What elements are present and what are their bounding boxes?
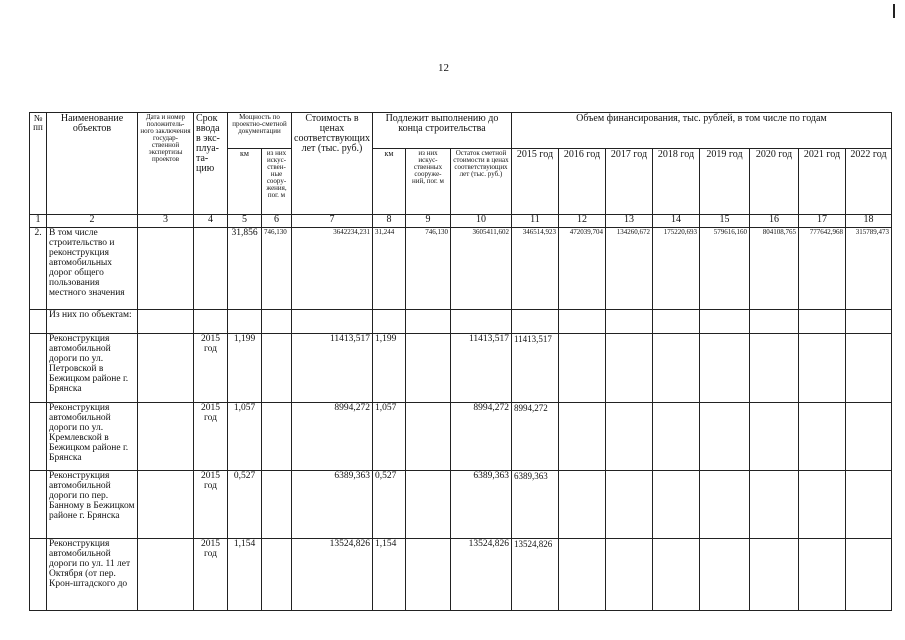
index-cell: 8 <box>372 215 405 228</box>
index-cell: 3 <box>138 215 194 228</box>
summary-year-value: 804108,765 <box>749 228 798 310</box>
index-cell: 15 <box>699 215 749 228</box>
empty-cell <box>749 471 798 539</box>
empty-cell <box>30 471 47 539</box>
header-row-1 <box>30 113 892 149</box>
empty-cell <box>798 310 845 334</box>
empty-cell <box>605 403 652 471</box>
summary-name: В том числе строительство и реконструкция автомобильных дорог общего пользования местного значения <box>47 228 138 310</box>
empty-cell <box>262 471 292 539</box>
header-term: Срок ввода в экс-плуа-та-цию <box>194 113 228 215</box>
object-rem-km: 1,199 <box>372 334 405 403</box>
object-rem-km: 0,527 <box>372 471 405 539</box>
object-rem-cost: 13524,826 <box>450 539 511 611</box>
header-year: 2019 год <box>699 149 749 215</box>
object-rem-km: 1,154 <box>372 539 405 611</box>
header-rem-km: км <box>372 149 405 215</box>
index-cell: 7 <box>292 215 373 228</box>
empty-cell <box>405 334 450 403</box>
empty-cell <box>138 403 194 471</box>
empty-cell <box>798 403 845 471</box>
object-term: 2015 год <box>194 539 228 611</box>
object-term: 2015 год <box>194 471 228 539</box>
header-year: 2022 год <box>845 149 891 215</box>
header-rem-art: из них искус-ственных сооруже-ний, пог. м <box>405 149 450 215</box>
empty-cell <box>558 334 605 403</box>
header-year: 2018 год <box>652 149 699 215</box>
header-cost: Стоимость в ценах соответствующих лет (тыс. руб.) <box>292 113 373 215</box>
object-km: 1,154 <box>228 539 262 611</box>
empty-cell <box>262 310 292 334</box>
scan-edge-mark <box>893 4 895 18</box>
object-rem-cost: 8994,272 <box>450 403 511 471</box>
empty-cell <box>605 539 652 611</box>
table-row <box>30 471 892 539</box>
summary-year-value: 777642,968 <box>798 228 845 310</box>
empty-cell <box>699 334 749 403</box>
page-number: 12 <box>438 62 449 74</box>
empty-cell <box>845 334 891 403</box>
header-rem-cost: Остаток сметной стоимости в ценах соответствующих лет (тыс. руб.) <box>450 149 511 215</box>
object-cost: 11413,517 <box>292 334 373 403</box>
empty-cell <box>845 539 891 611</box>
empty-cell <box>699 539 749 611</box>
subheader-text: Из них по объектам: <box>47 310 138 334</box>
empty-cell <box>450 310 511 334</box>
index-cell: 17 <box>798 215 845 228</box>
index-cell: 13 <box>605 215 652 228</box>
index-cell: 10 <box>450 215 511 228</box>
empty-cell <box>292 310 373 334</box>
object-name: Реконструкция автомобильной дороги по пер. Банному в Бежицком районе г. Брянска <box>47 471 138 539</box>
empty-cell <box>262 539 292 611</box>
header-year: 2015 год <box>511 149 558 215</box>
empty-cell <box>194 310 228 334</box>
empty-cell <box>605 471 652 539</box>
empty-cell <box>30 334 47 403</box>
table-row <box>30 539 892 611</box>
object-term: 2015 год <box>194 403 228 471</box>
index-row <box>30 215 892 228</box>
empty-cell <box>798 539 845 611</box>
index-cell: 5 <box>228 215 262 228</box>
header-year: 2016 год <box>558 149 605 215</box>
object-name: Реконструкция автомобильной дороги по ул. 11 лет Октября (от пер. Крон-штадского до <box>47 539 138 611</box>
empty-cell <box>138 334 194 403</box>
summary-no: 2. <box>30 228 47 310</box>
index-cell: 6 <box>262 215 292 228</box>
summary-year-value: 175220,693 <box>652 228 699 310</box>
empty-cell <box>652 539 699 611</box>
empty-cell <box>749 334 798 403</box>
empty-cell <box>405 403 450 471</box>
index-cell: 18 <box>845 215 891 228</box>
empty-cell <box>845 471 891 539</box>
summary-row <box>30 228 892 310</box>
index-cell: 4 <box>194 215 228 228</box>
object-year-2015: 6389,363 <box>511 471 558 539</box>
header-remaining: Подлежит выполнению до конца строительства <box>372 113 511 149</box>
summary-art: 746,130 <box>262 228 292 310</box>
summary-rem-km: 31,244 <box>372 228 405 310</box>
header-no: № пп <box>30 113 47 215</box>
empty-cell <box>699 471 749 539</box>
empty-cell <box>138 471 194 539</box>
object-km: 1,057 <box>228 403 262 471</box>
index-cell: 16 <box>749 215 798 228</box>
index-cell: 9 <box>405 215 450 228</box>
empty-cell <box>138 310 194 334</box>
object-term: 2015 год <box>194 334 228 403</box>
subheader-row <box>30 310 892 334</box>
object-cost: 13524,826 <box>292 539 373 611</box>
empty-cell <box>405 471 450 539</box>
header-financing: Объем финансирования, тыс. рублей, в том числе по годам <box>511 113 891 149</box>
summary-rem-art: 746,130 <box>405 228 450 310</box>
table-row <box>30 334 892 403</box>
header-capacity: Мощность по проектно-сметной документации <box>228 113 292 149</box>
empty-cell <box>405 310 450 334</box>
summary-year-value: 315789,473 <box>845 228 891 310</box>
summary-term <box>194 228 228 310</box>
index-cell: 12 <box>558 215 605 228</box>
empty-cell <box>749 539 798 611</box>
empty-cell <box>558 471 605 539</box>
header-cap-art: из них искус-ствен-ные соору-жения, пог. м <box>262 149 292 215</box>
empty-cell <box>30 403 47 471</box>
object-cost: 6389,363 <box>292 471 373 539</box>
summary-year-value: 579616,160 <box>699 228 749 310</box>
index-cell: 14 <box>652 215 699 228</box>
empty-cell <box>558 403 605 471</box>
summary-rem-cost: 3605411,602 <box>450 228 511 310</box>
empty-cell <box>652 334 699 403</box>
empty-cell <box>405 539 450 611</box>
summary-cost: 3642234,231 <box>292 228 373 310</box>
header-name: Наименование объектов <box>47 113 138 215</box>
empty-cell <box>699 403 749 471</box>
empty-cell <box>372 310 405 334</box>
object-km: 0,527 <box>228 471 262 539</box>
empty-cell <box>749 403 798 471</box>
construction-objects-table <box>29 112 892 611</box>
empty-cell <box>262 403 292 471</box>
summary-year-value: 346514,923 <box>511 228 558 310</box>
header-cap-km: км <box>228 149 262 215</box>
header-year: 2017 год <box>605 149 652 215</box>
summary-year-value: 134260,672 <box>605 228 652 310</box>
object-rem-cost: 11413,517 <box>450 334 511 403</box>
object-km: 1,199 <box>228 334 262 403</box>
empty-cell <box>262 334 292 403</box>
empty-cell <box>652 310 699 334</box>
empty-cell <box>30 310 47 334</box>
object-rem-cost: 6389,363 <box>450 471 511 539</box>
summary-expertise <box>138 228 194 310</box>
empty-cell <box>558 310 605 334</box>
object-rem-km: 1,057 <box>372 403 405 471</box>
table-row <box>30 403 892 471</box>
empty-cell <box>845 403 891 471</box>
empty-cell <box>558 539 605 611</box>
empty-cell <box>699 310 749 334</box>
object-name: Реконструкция автомобильной дороги по ул. Петровской в Бежицком районе г. Брянска <box>47 334 138 403</box>
summary-km: 31,856 <box>228 228 262 310</box>
header-expertise: Дата и номер положитель-ного заключения государ-ственной экспертизы проектов <box>138 113 194 215</box>
empty-cell <box>228 310 262 334</box>
object-year-2015: 13524,826 <box>511 539 558 611</box>
object-cost: 8994,272 <box>292 403 373 471</box>
empty-cell <box>845 310 891 334</box>
index-cell: 2 <box>47 215 138 228</box>
object-name: Реконструкция автомобильной дороги по ул. Кремлевской в Бежицком районе г. Брянска <box>47 403 138 471</box>
empty-cell <box>138 539 194 611</box>
empty-cell <box>652 471 699 539</box>
empty-cell <box>798 334 845 403</box>
empty-cell <box>605 334 652 403</box>
object-year-2015: 11413,517 <box>511 334 558 403</box>
summary-year-value: 472039,704 <box>558 228 605 310</box>
header-year: 2020 год <box>749 149 798 215</box>
header-year: 2021 год <box>798 149 845 215</box>
index-cell: 1 <box>30 215 47 228</box>
empty-cell <box>511 310 558 334</box>
object-year-2015: 8994,272 <box>511 403 558 471</box>
empty-cell <box>605 310 652 334</box>
empty-cell <box>798 471 845 539</box>
empty-cell <box>30 539 47 611</box>
empty-cell <box>652 403 699 471</box>
index-cell: 11 <box>511 215 558 228</box>
empty-cell <box>749 310 798 334</box>
